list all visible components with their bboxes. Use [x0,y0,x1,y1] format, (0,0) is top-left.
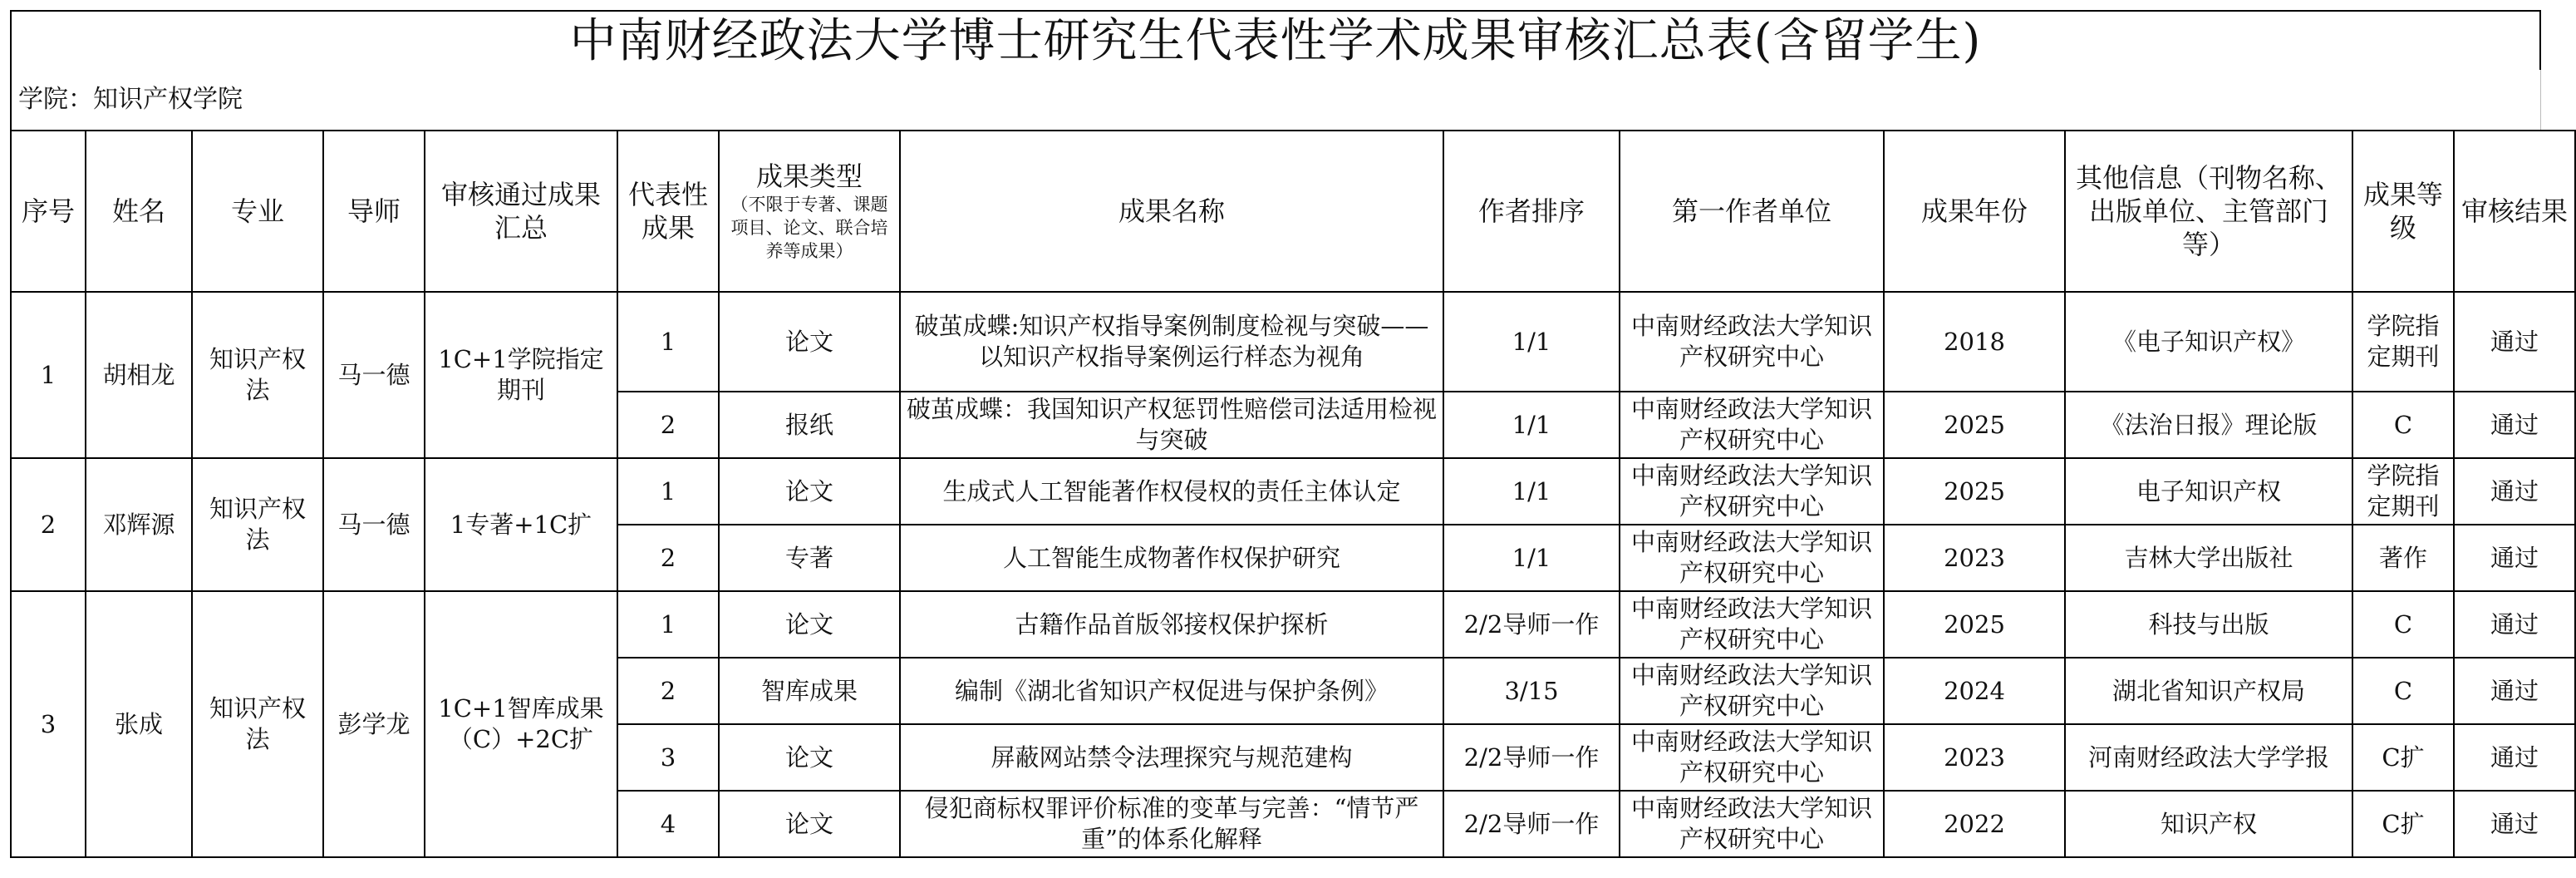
item-rank: 1/1 [1443,392,1620,458]
item-grade: 学院指定期刊 [2352,292,2454,392]
item-other: 电子知识产权 [2065,458,2352,525]
item-other: 吉林大学出版社 [2065,525,2352,591]
item-year: 2025 [1884,458,2065,525]
student-index: 1 [11,292,86,458]
item-unit: 中南财经政法大学知识产权研究中心 [1620,525,1884,591]
student-name: 邓辉源 [86,458,192,591]
item-title: 古籍作品首版邻接权保护探析 [900,591,1443,658]
item-grade: C [2352,392,2454,458]
header-achievement: 成果名称 [900,131,1443,292]
item-unit: 中南财经政法大学知识产权研究中心 [1620,658,1884,724]
item-year: 2023 [1884,724,2065,791]
item-other: 湖北省知识产权局 [2065,658,2352,724]
item-rank: 1/1 [1443,458,1620,525]
student-advisor: 彭学龙 [323,591,425,857]
table-row [11,458,2575,525]
student-summary: 1专著+1C扩 [425,458,617,591]
student-major: 知识产权法 [192,591,323,857]
item-rep: 2 [617,525,719,591]
item-other: 河南财经政法大学学报 [2065,724,2352,791]
student-index: 3 [11,591,86,857]
header-type-note: （不限于专著、课题项目、论文、联合培养等成果） [730,195,888,261]
header-type [719,131,900,292]
item-grade: C扩 [2352,724,2454,791]
header-other: 其他信息（刊物名称、出版单位、主管部门等） [2065,131,2352,292]
item-grade: C [2352,658,2454,724]
item-rank: 2/2导师一作 [1443,791,1620,857]
item-result: 通过 [2454,658,2575,724]
sheet-title: 中南财经政法大学博士研究生代表性学术成果审核汇总表(含留学生) [10,10,2541,70]
item-title: 破茧成蝶：我国知识产权惩罚性赔偿司法适用检视与突破 [900,392,1443,458]
student-name: 胡相龙 [86,292,192,458]
item-unit: 中南财经政法大学知识产权研究中心 [1620,292,1884,392]
student-summary: 1C+1智库成果（C）+2C扩 [425,591,617,857]
item-year: 2023 [1884,525,2065,591]
item-rank: 1/1 [1443,292,1620,392]
item-title: 侵犯商标权罪评价标准的变革与完善：“情节严重”的体系化解释 [900,791,1443,857]
item-rep: 2 [617,392,719,458]
student-advisor: 马一德 [323,292,425,458]
item-type: 报纸 [719,392,900,458]
student-index: 2 [11,458,86,591]
item-other: 《电子知识产权》 [2065,292,2352,392]
item-title: 生成式人工智能著作权侵权的责任主体认定 [900,458,1443,525]
item-result: 通过 [2454,724,2575,791]
item-other: 《法治日报》理论版 [2065,392,2352,458]
item-grade: C扩 [2352,791,2454,857]
item-rep: 1 [617,292,719,392]
student-major: 知识产权法 [192,458,323,591]
item-unit: 中南财经政法大学知识产权研究中心 [1620,791,1884,857]
item-other: 知识产权 [2065,791,2352,857]
item-type: 论文 [719,458,900,525]
achievement-table [10,130,2576,858]
student-summary: 1C+1学院指定期刊 [425,292,617,458]
item-rep: 2 [617,658,719,724]
item-unit: 中南财经政法大学知识产权研究中心 [1620,591,1884,658]
table-header-row [11,131,2575,292]
item-rank: 2/2导师一作 [1443,724,1620,791]
item-type: 论文 [719,791,900,857]
table-row [11,591,2575,658]
item-unit: 中南财经政法大学知识产权研究中心 [1620,458,1884,525]
item-unit: 中南财经政法大学知识产权研究中心 [1620,724,1884,791]
item-rank: 2/2导师一作 [1443,591,1620,658]
item-result: 通过 [2454,791,2575,857]
item-type: 论文 [719,591,900,658]
header-index: 序号 [11,131,86,292]
item-result: 通过 [2454,292,2575,392]
item-other: 科技与出版 [2065,591,2352,658]
item-type: 论文 [719,724,900,791]
item-rep: 4 [617,791,719,857]
student-advisor: 马一德 [323,458,425,591]
item-result: 通过 [2454,591,2575,658]
item-title: 人工智能生成物著作权保护研究 [900,525,1443,591]
header-grade: 成果等级 [2352,131,2454,292]
item-rep: 1 [617,458,719,525]
header-representative: 代表性成果 [617,131,719,292]
header-name: 姓名 [86,131,192,292]
item-rank: 1/1 [1443,525,1620,591]
student-name: 张成 [86,591,192,857]
item-year: 2025 [1884,392,2065,458]
item-type: 论文 [719,292,900,392]
item-rep: 3 [617,724,719,791]
item-result: 通过 [2454,392,2575,458]
header-major: 专业 [192,131,323,292]
header-type-label: 成果类型 [755,160,863,192]
item-year: 2025 [1884,591,2065,658]
header-unit: 第一作者单位 [1620,131,1884,292]
item-title: 破茧成蝶:知识产权指导案例制度检视与突破——以知识产权指导案例运行样态为视角 [900,292,1443,392]
header-summary: 审核通过成果汇总 [425,131,617,292]
item-year: 2022 [1884,791,2065,857]
student-major: 知识产权法 [192,292,323,458]
item-grade: C [2352,591,2454,658]
college-label: 学院：知识产权学院 [10,70,2541,130]
item-result: 通过 [2454,458,2575,525]
summary-sheet [10,10,2568,858]
item-rank: 3/15 [1443,658,1620,724]
item-grade: 著作 [2352,525,2454,591]
header-author-rank: 作者排序 [1443,131,1620,292]
item-year: 2024 [1884,658,2065,724]
header-result: 审核结果 [2454,131,2575,292]
header-year: 成果年份 [1884,131,2065,292]
item-year: 2018 [1884,292,2065,392]
item-rep: 1 [617,591,719,658]
item-title: 编制《湖北省知识产权促进与保护条例》 [900,658,1443,724]
item-type: 专著 [719,525,900,591]
item-unit: 中南财经政法大学知识产权研究中心 [1620,392,1884,458]
table-row [11,292,2575,392]
item-grade: 学院指定期刊 [2352,458,2454,525]
item-type: 智库成果 [719,658,900,724]
item-result: 通过 [2454,525,2575,591]
item-title: 屏蔽网站禁令法理探究与规范建构 [900,724,1443,791]
header-advisor: 导师 [323,131,425,292]
